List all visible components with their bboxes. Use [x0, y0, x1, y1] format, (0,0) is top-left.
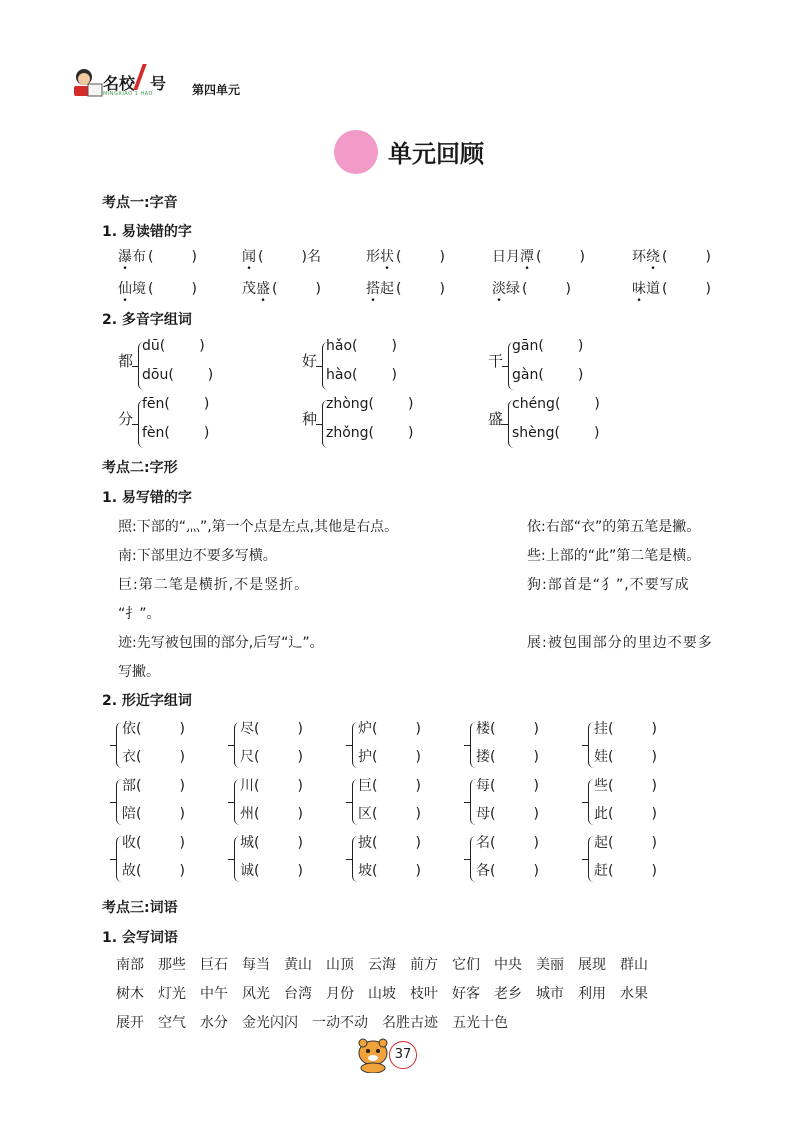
- pair-char: 挂(: [594, 721, 614, 737]
- brand-name-suffix: 号: [150, 74, 167, 93]
- close-paren: ): [191, 281, 197, 297]
- dotted-char: 仙: [118, 281, 132, 297]
- close-paren: ): [297, 806, 303, 822]
- pair-item-b[interactable]: [240, 860, 303, 880]
- vocab-word: 前方: [410, 957, 438, 973]
- similar-char-pair: [352, 775, 462, 829]
- vocab-word: 南部: [116, 957, 144, 973]
- close-paren: ): [179, 721, 185, 737]
- misread-word-item: [242, 278, 321, 298]
- close-paren: ): [179, 835, 185, 851]
- pair-item-a[interactable]: [594, 718, 657, 738]
- close-paren: ): [203, 425, 210, 441]
- vocab-word: 老乡: [494, 986, 522, 1002]
- similar-char-pair: [352, 718, 462, 772]
- pair-item-a[interactable]: [358, 832, 421, 852]
- pair-item-b[interactable]: [122, 746, 185, 766]
- page-title: 单元回顾: [388, 140, 484, 168]
- pair-item-a[interactable]: [476, 775, 539, 795]
- similar-char-pair: [116, 832, 226, 886]
- reading-text: zhòng(: [326, 396, 375, 412]
- close-paren: ): [705, 249, 711, 265]
- page-number: [389, 1041, 417, 1069]
- dotted-char: 搭: [366, 281, 380, 297]
- reading-text: gān(: [512, 338, 544, 354]
- pair-item-b[interactable]: [240, 803, 303, 823]
- similar-char-pair: [588, 775, 698, 829]
- unit-label: 第四单元: [192, 83, 241, 97]
- vocab-word: 风光: [242, 986, 270, 1002]
- pair-item-b[interactable]: [594, 746, 657, 766]
- close-paren: ): [199, 338, 205, 354]
- pair-char: 川(: [240, 778, 260, 794]
- note-gou: 狗:部首是“犭”,不要写成: [527, 577, 690, 593]
- vocab-word: 金光闪闪: [242, 1015, 298, 1031]
- reading-text: fēn(: [142, 396, 170, 412]
- close-paren: ): [415, 778, 421, 794]
- reading-text: dū(: [142, 338, 166, 354]
- pair-item-b[interactable]: [594, 803, 657, 823]
- close-paren: ): [439, 281, 445, 297]
- close-paren: ): [651, 721, 657, 737]
- dotted-char: 绕: [646, 249, 660, 265]
- polyphone-reading-2[interactable]: [326, 367, 397, 383]
- close-paren: ): [577, 338, 584, 354]
- vocab-row: [116, 983, 662, 1003]
- similar-char-pair: [470, 832, 580, 886]
- close-paren: ): [297, 749, 303, 765]
- vocab-word: 那些: [158, 957, 186, 973]
- pair-item-a[interactable]: [240, 775, 303, 795]
- title-circle: [334, 130, 378, 174]
- pair-char: 坡(: [358, 863, 378, 879]
- polyphone-char: 盛: [488, 410, 504, 428]
- pair-char: 城(: [240, 835, 260, 851]
- close-paren: ): [297, 778, 303, 794]
- pair-char: 衣(: [122, 749, 142, 765]
- similar-char-pair: [352, 832, 462, 886]
- pair-item-a[interactable]: [240, 832, 303, 852]
- close-paren: ): [415, 721, 421, 737]
- dotted-char: 瀑: [118, 249, 132, 265]
- polyphone-group: [118, 338, 298, 394]
- section-heading-2: 考点二:字形: [102, 460, 178, 476]
- word-part: 布: [132, 249, 146, 265]
- note-zhan: 展:被包围部分的里边不要多: [527, 635, 713, 651]
- close-paren: ): [391, 338, 397, 354]
- close-paren: ): [533, 835, 539, 851]
- vocab-word: 城市: [536, 986, 564, 1002]
- word-part: 道: [646, 281, 660, 297]
- pair-char: 陪(: [122, 806, 142, 822]
- pair-item-a[interactable]: [358, 775, 421, 795]
- answer-blank[interactable]: (: [662, 281, 668, 297]
- vocab-word: 名胜古迹: [382, 1015, 438, 1031]
- polyphone-reading-2[interactable]: [512, 425, 599, 441]
- brand-slash-icon: [133, 64, 146, 90]
- similar-char-pair: [470, 718, 580, 772]
- close-paren: ): [565, 281, 571, 297]
- pair-char: 护(: [358, 749, 378, 765]
- pair-char: 母(: [476, 806, 496, 822]
- pair-char: 披(: [358, 835, 378, 851]
- note-xie: 些:上部的“此”第二笔是横。: [527, 548, 701, 564]
- note-zhao: 照:下部的“灬”,第一个点是左点,其他是右点。: [118, 519, 399, 535]
- close-paren: ): [179, 778, 185, 794]
- pair-item-b[interactable]: [358, 860, 421, 880]
- section-heading-1: 考点一:字音: [102, 195, 178, 211]
- pair-item-a[interactable]: [476, 718, 539, 738]
- vocab-word: 山坡: [368, 986, 396, 1002]
- answer-blank[interactable]: (: [536, 249, 542, 265]
- pair-char: 此(: [594, 806, 614, 822]
- close-paren: ): [579, 249, 585, 265]
- vocab-word: 五光十色: [452, 1015, 508, 1031]
- vocab-word: 黄山: [284, 957, 312, 973]
- pair-char: 搂(: [476, 749, 496, 765]
- pair-char: 依(: [122, 721, 142, 737]
- dotted-char: 潭: [520, 249, 534, 265]
- misread-word-item: [366, 246, 445, 266]
- vocab-row: [116, 954, 662, 974]
- polyphone-reading-1[interactable]: [142, 396, 209, 412]
- polyphone-reading-2[interactable]: [326, 425, 413, 441]
- pair-item-a[interactable]: [594, 775, 657, 795]
- subheading-2-2: 2. 形近字组词: [102, 693, 192, 709]
- vocab-word: 群山: [620, 957, 648, 973]
- answer-blank[interactable]: (: [396, 281, 402, 297]
- vocab-word: 灯光: [158, 986, 186, 1002]
- polyphone-reading-2[interactable]: [142, 425, 209, 441]
- pair-char: 故(: [122, 863, 142, 879]
- pair-char: 赶(: [594, 863, 614, 879]
- word-part: 环: [632, 249, 646, 265]
- similar-char-pair: [588, 832, 698, 886]
- close-paren: ): [533, 749, 539, 765]
- polyphone-char: 好: [302, 352, 318, 370]
- misread-word-item: [632, 278, 711, 298]
- vocab-word: 月份: [326, 986, 354, 1002]
- close-paren: ): [408, 425, 414, 441]
- vocab-word: 中午: [200, 986, 228, 1002]
- vocab-word: 山顶: [326, 957, 354, 973]
- answer-blank[interactable]: (: [396, 249, 402, 265]
- note-nan: 南:下部里边不要多写横。: [118, 548, 277, 564]
- answer-blank[interactable]: (: [272, 281, 278, 297]
- answer-blank[interactable]: (: [522, 281, 528, 297]
- vocab-row: [116, 1012, 522, 1032]
- subheading-2-1: 1. 易写错的字: [102, 490, 192, 506]
- note-yi: 依:右部“衣”的第五笔是撇。: [527, 519, 701, 535]
- pair-char: 炉(: [358, 721, 378, 737]
- pair-char: 州(: [240, 806, 260, 822]
- word-part: 起: [380, 281, 394, 297]
- similar-char-pair: [588, 718, 698, 772]
- pair-item-a[interactable]: [122, 832, 185, 852]
- pair-char: 部(: [122, 778, 142, 794]
- note-ju: 巨:第二笔是横折,不是竖折。: [118, 577, 310, 593]
- note-gou-cont: “扌”。: [118, 606, 161, 622]
- brand-subtitle: MINGXIAO 1 HAO: [103, 91, 153, 97]
- misread-word-item: [118, 246, 197, 266]
- vocab-word: 利用: [578, 986, 606, 1002]
- pair-char: 每(: [476, 778, 496, 794]
- note-ji: 迹:先写被包围的部分,后写“辶”。: [118, 635, 324, 651]
- misread-word-item: [632, 246, 711, 266]
- word-part: 绿: [506, 281, 520, 297]
- reading-text: gàn(: [512, 367, 544, 383]
- subheading-1-2: 2. 多音字组词: [102, 312, 192, 328]
- page-number-text: 37: [394, 1047, 412, 1062]
- close-paren: ): [297, 721, 303, 737]
- close-paren: ): [207, 367, 214, 383]
- answer-blank[interactable]: (: [148, 249, 154, 265]
- pair-char: 楼(: [476, 721, 496, 737]
- polyphone-group: [488, 338, 668, 394]
- vocab-word: 展开: [116, 1015, 144, 1031]
- answer-blank[interactable]: (: [662, 249, 668, 265]
- vocab-word: 它们: [452, 957, 480, 973]
- close-paren: ): [301, 249, 307, 265]
- pair-char: 各(: [476, 863, 496, 879]
- close-paren: ): [315, 281, 321, 297]
- pair-char: 娃(: [594, 749, 614, 765]
- tiger-mascot-icon: [354, 1037, 392, 1073]
- polyphone-group: [488, 396, 668, 452]
- close-paren: ): [533, 806, 539, 822]
- pair-item-b[interactable]: [476, 860, 539, 880]
- close-paren: ): [439, 249, 445, 265]
- pair-item-a[interactable]: [122, 775, 185, 795]
- reading-text: zhǒng(: [326, 425, 375, 441]
- word-part: 茂: [242, 281, 256, 297]
- polyphone-reading-1[interactable]: [326, 338, 397, 354]
- dotted-char: 淡: [492, 281, 506, 297]
- close-paren: ): [533, 778, 539, 794]
- vocab-word: 水分: [200, 1015, 228, 1031]
- polyphone-reading-2[interactable]: [512, 367, 583, 383]
- vocab-word: 水果: [620, 986, 648, 1002]
- header: [70, 66, 270, 106]
- similar-char-pair: [234, 775, 344, 829]
- pair-item-b[interactable]: [358, 803, 421, 823]
- close-paren: ): [408, 396, 414, 412]
- pair-item-a[interactable]: [594, 832, 657, 852]
- pair-char: 些(: [594, 778, 614, 794]
- polyphone-group: [302, 338, 482, 394]
- close-paren: ): [179, 749, 185, 765]
- word-part: 境: [132, 281, 146, 297]
- vocab-word: 每当: [242, 957, 270, 973]
- pair-char: 起(: [594, 835, 614, 851]
- similar-char-pair: [234, 832, 344, 886]
- vocab-word: 好客: [452, 986, 480, 1002]
- close-paren: ): [594, 425, 600, 441]
- pair-item-b[interactable]: [358, 746, 421, 766]
- answer-blank[interactable]: (: [258, 249, 264, 265]
- polyphone-char: 都: [118, 352, 134, 370]
- close-paren: ): [533, 863, 539, 879]
- polyphone-char: 分: [118, 410, 134, 428]
- vocab-word: 空气: [158, 1015, 186, 1031]
- misread-word-item: [492, 246, 585, 266]
- close-paren: ): [651, 835, 657, 851]
- pair-char: 尽(: [240, 721, 260, 737]
- close-paren: ): [577, 367, 584, 383]
- vocab-word: 美丽: [536, 957, 564, 973]
- close-paren: ): [179, 863, 185, 879]
- dotted-char: 状: [380, 249, 394, 265]
- pair-item-b[interactable]: [122, 860, 185, 880]
- word-part: 形: [366, 249, 380, 265]
- vocab-word: 枝叶: [410, 986, 438, 1002]
- polyphone-char: 干: [488, 352, 504, 370]
- close-paren: ): [179, 806, 185, 822]
- pair-char: 诚(: [240, 863, 260, 879]
- close-paren: ): [191, 249, 197, 265]
- close-paren: ): [594, 396, 600, 412]
- polyphone-reading-1[interactable]: [512, 338, 583, 354]
- pair-char: 尺(: [240, 749, 260, 765]
- subheading-3-1: 1. 会写词语: [102, 930, 178, 946]
- pair-item-a[interactable]: [240, 718, 303, 738]
- pair-item-a[interactable]: [476, 832, 539, 852]
- dotted-char: 味: [632, 281, 646, 297]
- misread-word-item: [242, 246, 321, 266]
- reading-child-logo-icon: [70, 66, 104, 100]
- pair-char: 收(: [122, 835, 142, 851]
- misread-word-item: [118, 278, 197, 298]
- pair-char: 名(: [476, 835, 496, 851]
- pair-item-a[interactable]: [358, 718, 421, 738]
- pair-char: 区(: [358, 806, 378, 822]
- vocab-word: 一动不动: [312, 1015, 368, 1031]
- word-part: 日月: [492, 249, 520, 265]
- pair-item-b[interactable]: [240, 746, 303, 766]
- close-paren: ): [415, 835, 421, 851]
- polyphone-reading-2[interactable]: [142, 367, 213, 383]
- close-paren: ): [415, 749, 421, 765]
- reading-text: fèn(: [142, 425, 170, 441]
- dotted-char: 盛: [256, 281, 270, 297]
- vocab-word: 展现: [578, 957, 606, 973]
- close-paren: ): [297, 863, 303, 879]
- misread-word-item: [492, 278, 571, 298]
- close-paren: ): [651, 749, 657, 765]
- close-paren: ): [297, 835, 303, 851]
- pair-item-b[interactable]: [594, 860, 657, 880]
- pair-item-a[interactable]: [122, 718, 185, 738]
- similar-char-pair: [116, 718, 226, 772]
- vocab-word: 树木: [116, 986, 144, 1002]
- note-zhan-cont: 写撇。: [118, 664, 160, 680]
- misread-word-item: [366, 278, 445, 298]
- close-paren: ): [391, 367, 397, 383]
- similar-char-pair: [234, 718, 344, 772]
- close-paren: ): [651, 778, 657, 794]
- close-paren: ): [533, 721, 539, 737]
- pair-item-b[interactable]: [122, 803, 185, 823]
- vocab-word: 中央: [494, 957, 522, 973]
- section-heading-3: 考点三:词语: [102, 900, 178, 916]
- similar-char-pair: [470, 775, 580, 829]
- close-paren: ): [651, 806, 657, 822]
- dotted-char: 闻: [242, 249, 256, 265]
- word-part: 名: [306, 249, 321, 265]
- reading-text: chéng(: [512, 396, 561, 412]
- polyphone-group: [118, 396, 298, 452]
- answer-blank[interactable]: (: [148, 281, 154, 297]
- reading-text: dōu(: [142, 367, 174, 383]
- polyphone-reading-1[interactable]: [142, 338, 205, 354]
- polyphone-group: [302, 396, 482, 452]
- vocab-word: 巨石: [200, 957, 228, 973]
- close-paren: ): [651, 863, 657, 879]
- close-paren: ): [415, 863, 421, 879]
- polyphone-reading-1[interactable]: [326, 396, 413, 412]
- close-paren: ): [705, 281, 711, 297]
- pair-item-b[interactable]: [476, 746, 539, 766]
- reading-text: hǎo(: [326, 338, 358, 354]
- pair-item-b[interactable]: [476, 803, 539, 823]
- similar-char-pair: [116, 775, 226, 829]
- subheading-1-1: 1. 易读错的字: [102, 224, 192, 240]
- close-paren: ): [415, 806, 421, 822]
- vocab-word: 云海: [368, 957, 396, 973]
- polyphone-reading-1[interactable]: [512, 396, 600, 412]
- close-paren: ): [203, 396, 210, 412]
- reading-text: shèng(: [512, 425, 561, 441]
- pair-char: 巨(: [358, 778, 378, 794]
- vocab-word: 台湾: [284, 986, 312, 1002]
- polyphone-char: 种: [302, 410, 318, 428]
- brand-name: 名校: [103, 74, 136, 93]
- reading-text: hào(: [326, 367, 358, 383]
